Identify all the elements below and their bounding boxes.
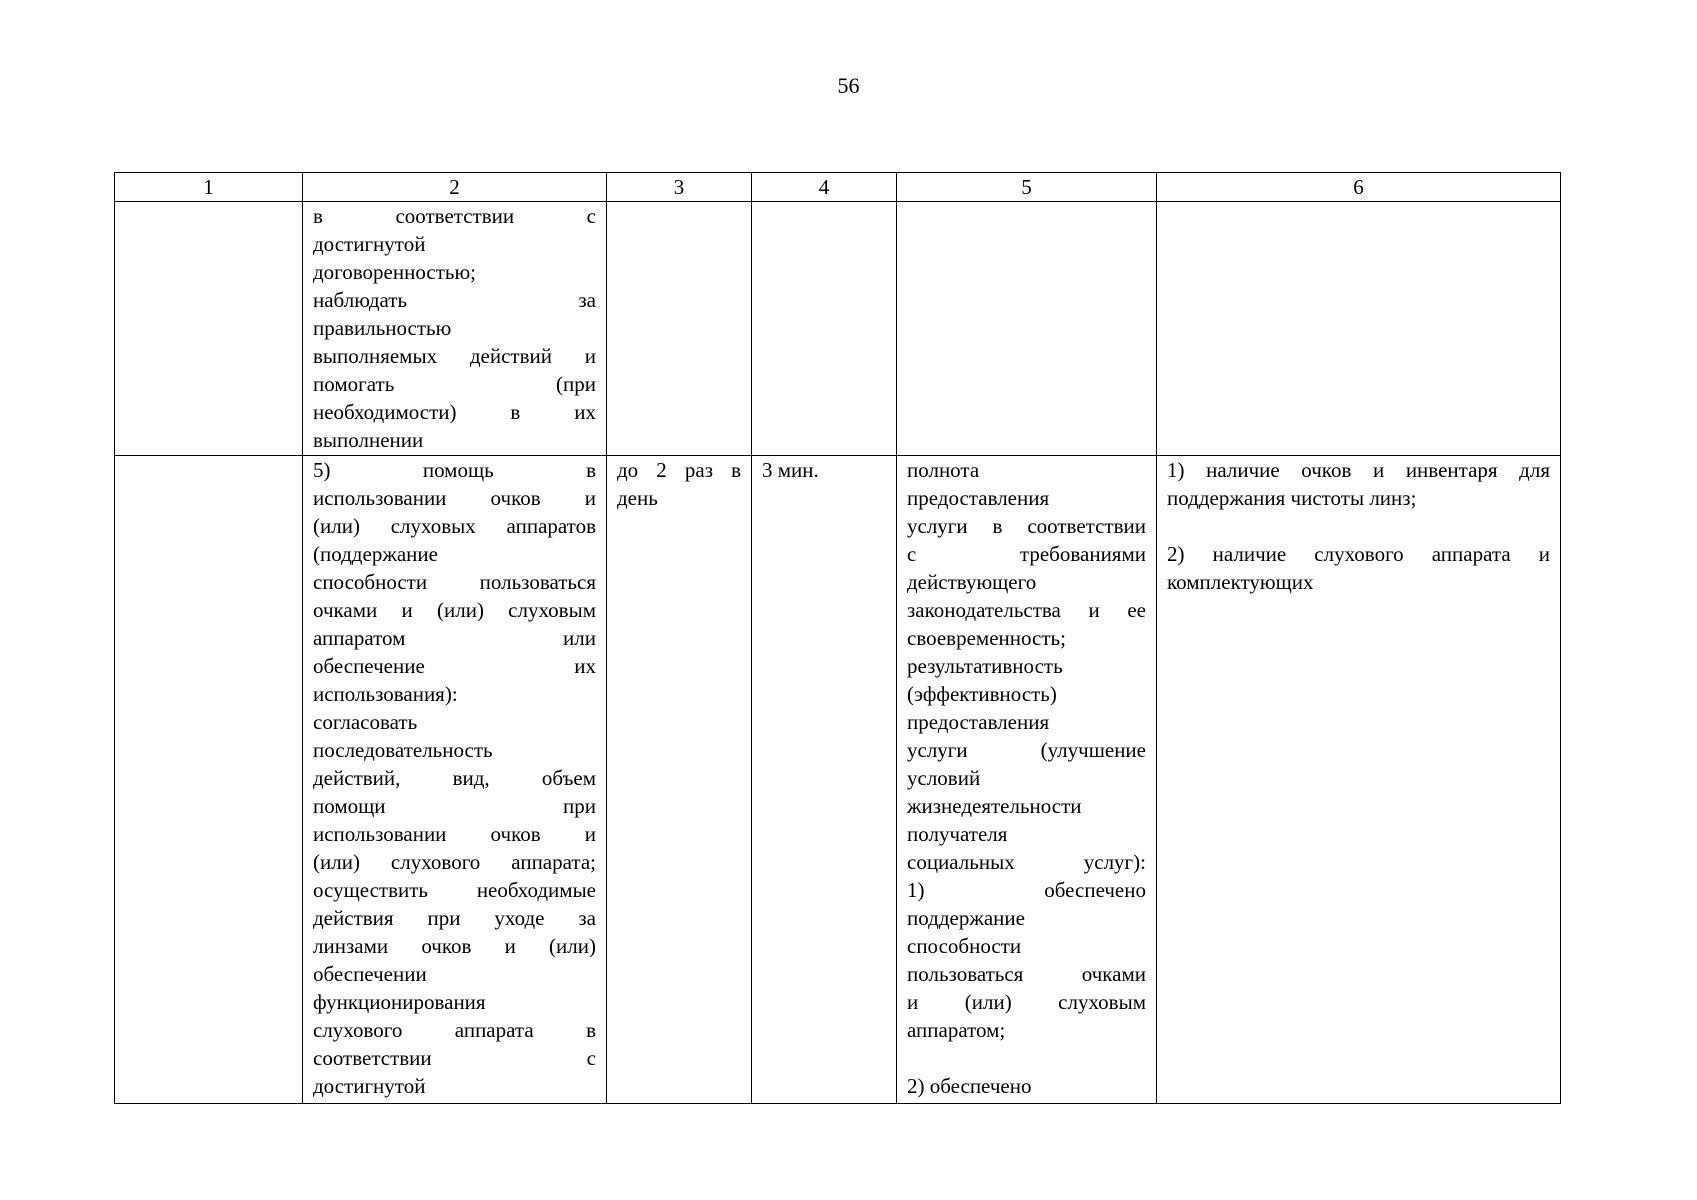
table-header-row — [115, 173, 1561, 202]
text-line: выполняемых действий и — [313, 344, 596, 368]
text-line: достигнутой — [313, 1074, 426, 1098]
row2-col5-cell — [897, 456, 1157, 1104]
text-line: 1) обеспечено — [907, 878, 1146, 902]
row2-col4-cell — [752, 456, 897, 1104]
text-line: законодательства и ее — [907, 598, 1146, 622]
duration-text: 3 мин. — [762, 458, 819, 482]
text-line: 2) обеспечено — [907, 1074, 1032, 1098]
column-header-1: 1 — [115, 173, 303, 202]
text-line: аппаратом или — [313, 626, 596, 650]
text-line: поддержание — [907, 906, 1025, 930]
text-line: наблюдать за — [313, 288, 596, 312]
text-line: в соответствии с — [313, 204, 596, 228]
text-line: договоренностью; — [313, 260, 476, 284]
text-line: услуги в соответствии — [907, 514, 1146, 538]
text-line: с требованиями — [907, 542, 1146, 566]
text-line: (или) слуховых аппаратов — [313, 514, 596, 538]
text-line: условий — [907, 766, 981, 790]
text-line: функционирования — [313, 990, 486, 1014]
text-line: 1) наличие очков и инвентаря для — [1167, 458, 1550, 482]
text-line: использовании очков и — [313, 822, 596, 846]
column-header-3: 3 — [607, 173, 752, 202]
text-line: действия при уходе за — [313, 906, 596, 930]
text-line: обеспечение их — [313, 654, 596, 678]
text-line: комплектующих — [1167, 570, 1314, 594]
text-line: способности — [907, 934, 1022, 958]
text-line: использовании очков и — [313, 486, 596, 510]
text-line: (или) слухового аппарата; — [313, 850, 596, 874]
text-line: (поддержание — [313, 542, 438, 566]
column-header-2: 2 — [303, 173, 607, 202]
row1-col2-cell — [303, 202, 607, 456]
text-line: 2) наличие слухового аппарата и — [1167, 542, 1550, 566]
text-line: результативность — [907, 654, 1063, 678]
text-line: аппаратом; — [907, 1018, 1006, 1042]
text-line: линзами очков и (или) — [313, 934, 596, 958]
text-line: предоставления — [907, 710, 1050, 734]
row1-col5-cell — [897, 202, 1157, 456]
column-header-4: 4 — [752, 173, 897, 202]
text-line: способности пользоваться — [313, 570, 596, 594]
text-line: 5) помощь в — [313, 458, 596, 482]
text-line: день — [617, 486, 658, 510]
text-line: своевременность; — [907, 626, 1066, 650]
text-line: социальных услуг): — [907, 850, 1146, 874]
text-line: жизнедеятельности — [907, 794, 1082, 818]
services-table — [114, 172, 1561, 1104]
text-line: (эффективность) — [907, 682, 1057, 706]
text-line: действий, вид, объем — [313, 766, 596, 790]
text-line: достигнутой — [313, 232, 426, 256]
text-line: согласовать — [313, 710, 418, 734]
text-line — [907, 1044, 1146, 1072]
table-row — [115, 202, 1561, 456]
requirements-para-1 — [1167, 456, 1550, 512]
text-line: и (или) слуховым — [907, 990, 1146, 1014]
row2-col2-cell — [303, 456, 607, 1104]
requirements-para-2 — [1167, 540, 1550, 596]
text-line: очками и (или) слуховым — [313, 598, 596, 622]
row2-col6-cell — [1157, 456, 1561, 1104]
text-line: обеспечении — [313, 962, 427, 986]
text-line: слухового аппарата в — [313, 1018, 596, 1042]
text-line: помощи при — [313, 794, 596, 818]
page-number: 56 — [837, 73, 860, 98]
row1-col3-cell — [607, 202, 752, 456]
text-line: правильностью — [313, 316, 452, 340]
row1-col1-cell — [115, 202, 303, 456]
column-header-5: 5 — [897, 173, 1157, 202]
text-line: поддержания чистоты линз; — [1167, 486, 1417, 510]
text-line: выполнении — [313, 428, 424, 452]
paragraph-gap — [1167, 512, 1550, 540]
text-line: осуществить необходимые — [313, 878, 596, 902]
text-line: использования): — [313, 682, 458, 706]
text-line: пользоваться очками — [907, 962, 1146, 986]
text-line: до 2 раз в — [617, 458, 741, 482]
row1-col4-cell — [752, 202, 897, 456]
text-line: полнота — [907, 458, 980, 482]
text-line: получателя — [907, 822, 1008, 846]
text-line: действующего — [907, 570, 1037, 594]
row2-col1-cell — [115, 456, 303, 1104]
table-row — [115, 456, 1561, 1104]
text-line: необходимости) в их — [313, 400, 596, 424]
text-line: помогать (при — [313, 372, 596, 396]
text-line: последовательность — [313, 738, 493, 762]
row2-col3-cell — [607, 456, 752, 1104]
text-line: соответствии с — [313, 1046, 596, 1070]
text-line: предоставления — [907, 486, 1050, 510]
text-line: услуги (улучшение — [907, 738, 1146, 762]
column-header-6: 6 — [1157, 173, 1561, 202]
row1-col6-cell — [1157, 202, 1561, 456]
